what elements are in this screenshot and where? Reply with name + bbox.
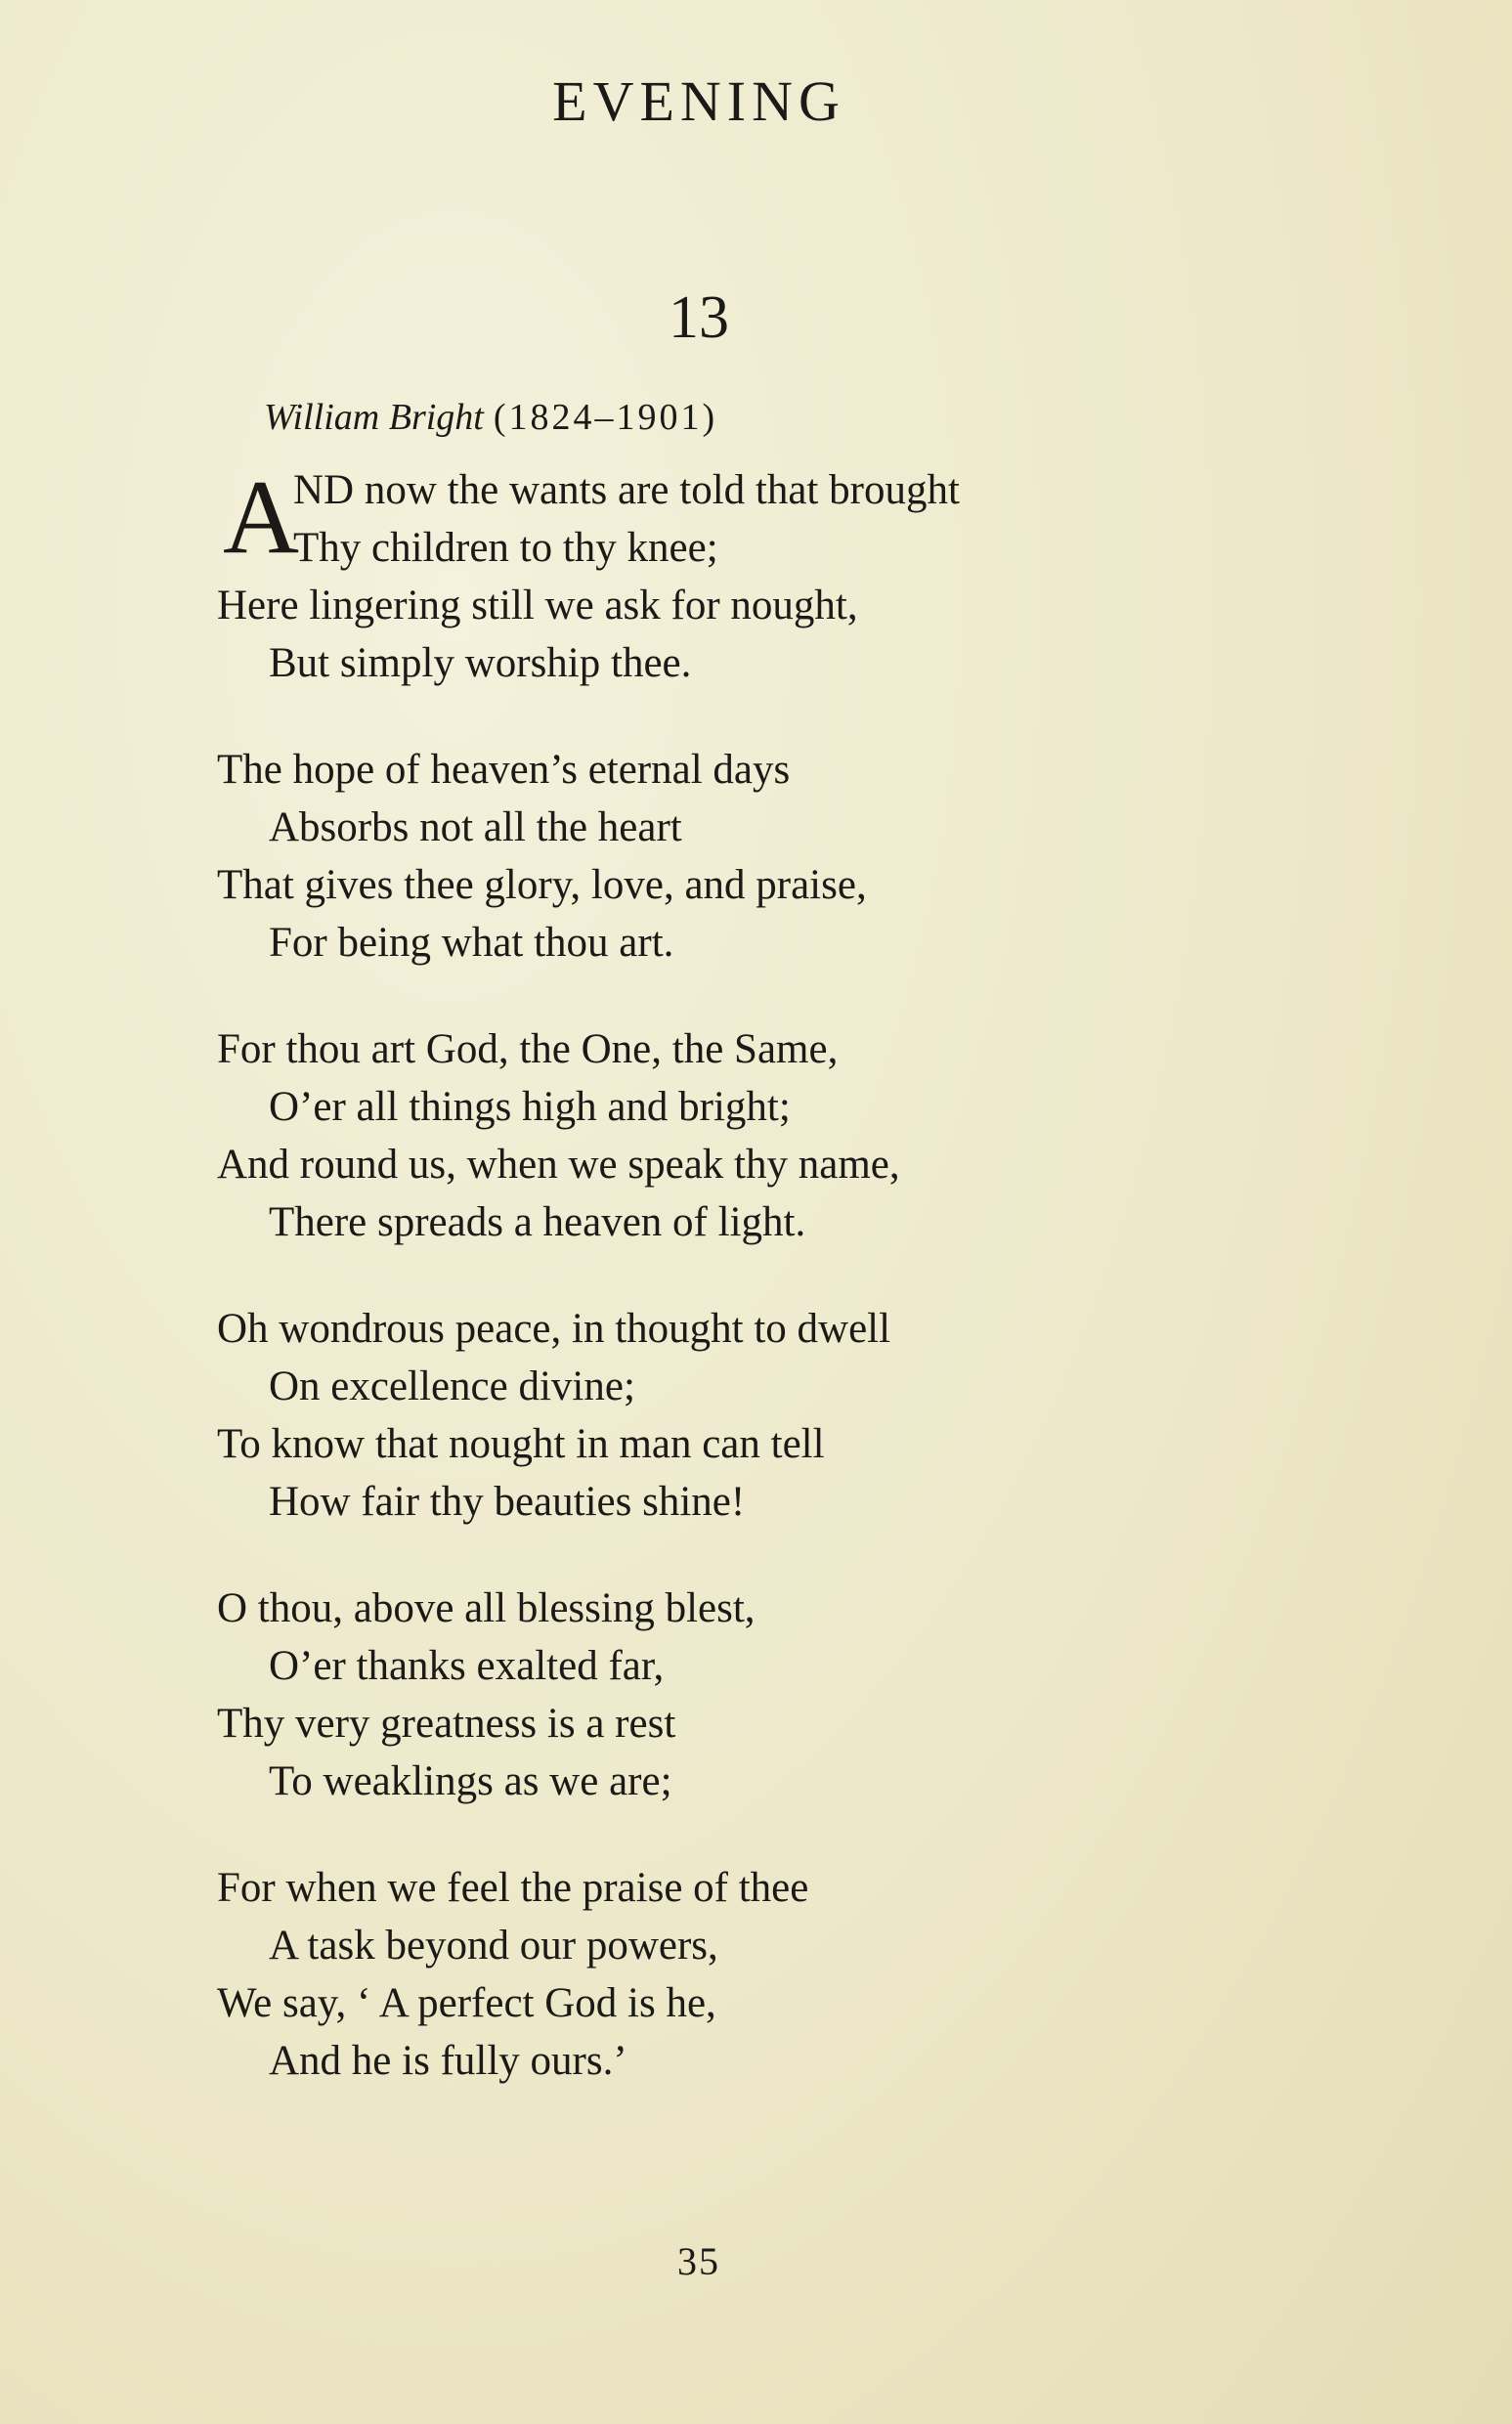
- stanza-5-line-2: O’er thanks exalted far,: [269, 1643, 665, 1689]
- stanza-4-line-1: Oh wondrous peace, in thought to dwell: [217, 1306, 891, 1352]
- drop-cap: A: [223, 459, 299, 576]
- stanza-4-line-3: To know that nought in man can tell: [217, 1421, 825, 1467]
- stanza-1-line-2: Thy children to thy knee;: [293, 525, 718, 571]
- stanza-2-line-2: Absorbs not all the heart: [269, 804, 682, 850]
- hymn-number: 13: [669, 284, 729, 351]
- stanza-2-line-4: For being what thou art.: [269, 920, 674, 966]
- stanza-6-line-4: And he is fully ours.’: [269, 2038, 627, 2084]
- stanza-5-line-1: O thou, above all blessing blest,: [217, 1585, 756, 1631]
- stanza-2-line-1: The hope of heaven’s eternal days: [217, 747, 791, 793]
- stanza-6-line-2: A task beyond our powers,: [269, 1923, 718, 1969]
- stanza-2: [217, 741, 1194, 972]
- stanza-6: [217, 1859, 1194, 2090]
- hymn-text: [217, 461, 1194, 2139]
- stanza-3: [217, 1020, 1194, 1251]
- author-dates: (1824–1901): [493, 397, 718, 438]
- stanza-5-line-3: Thy very greatness is a rest: [217, 1701, 676, 1747]
- stanza-1: [217, 461, 1194, 692]
- stanza-4-line-2: On excellence divine;: [269, 1364, 635, 1409]
- page-number: 35: [677, 2239, 720, 2283]
- running-head: EVENING: [552, 69, 845, 133]
- stanza-2-line-3: That gives thee glory, love, and praise,: [217, 862, 867, 908]
- author-line: [264, 396, 717, 439]
- stanza-6-line-3: We say, ‘ A perfect God is he,: [217, 1980, 716, 2026]
- stanza-3-line-4: There spreads a heaven of light.: [269, 1199, 806, 1245]
- stanza-3-line-3: And round us, when we speak thy name,: [217, 1142, 900, 1188]
- stanza-1-line-3: Here lingering still we ask for nought,: [217, 583, 858, 628]
- stanza-4-line-4: How fair thy beauties shine!: [269, 1479, 746, 1525]
- stanza-1-line-1: ND now the wants are told that brought: [293, 467, 960, 513]
- stanza-3-line-1: For thou art God, the One, the Same,: [217, 1026, 839, 1072]
- stanza-3-line-2: O’er all things high and bright;: [269, 1084, 791, 1130]
- author-name: William Bright: [264, 397, 484, 438]
- stanza-5: [217, 1580, 1194, 1810]
- stanza-5-line-4: To weaklings as we are;: [269, 1758, 672, 1804]
- stanza-6-line-1: For when we feel the praise of thee: [217, 1865, 809, 1911]
- stanza-4: [217, 1300, 1194, 1531]
- stanza-1-line-4: But simply worship thee.: [269, 640, 692, 686]
